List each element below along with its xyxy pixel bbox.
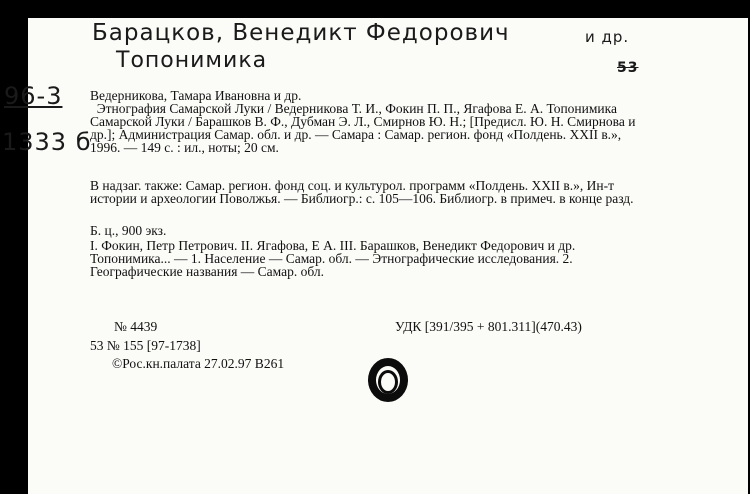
copyright-line: ©Рос.кн.палата 27.02.97 В261 <box>112 356 285 371</box>
record-number: № 4439 <box>114 319 158 334</box>
udk-code: УДК [391/395 + 801.311](470.43) <box>395 319 582 334</box>
entry-description: Этнография Самарской Луки / Ведерникова Т. И., Фокин П. П., Ягафова Е. А. Топонимика Самарской Луки / Барашков В. Ф., Дубман Э. Л., Смирнов Ю. Н.; [Предисл. Ю. Н. Смирнова и др.]; Администрация Самар. обл. и др. — Самара : Самар. регион. фонд «Полдень. XXII в.», 1996. — 149 с. : ил., ноты; 20 см. <box>90 100 636 155</box>
entry-tracings: I. Фокин, Петр Петрович. II. Ягафова, Е А. III. Барашков, Венедикт Федорович и др. Топонимика... — 1. Население — Самар. обл. — Этнографические исследования. 2. Географические названия — Самар. обл. <box>90 238 576 279</box>
stamp-inner-mark <box>378 370 398 394</box>
entry-heading: Ведерникова, Тамара Ивановна и др. <box>90 88 302 103</box>
handwritten-author: Барацков, Венедикт Федорович <box>92 20 510 46</box>
handwritten-ref-number: 53 <box>617 60 639 76</box>
entry-body <box>90 90 650 155</box>
entry-notes: В надзаг. также: Самар. регион. фонд соц. и культурол. программ «Полдень. XXII в.», Ин-т истории и археологии Поволжья. — Библиогр.: с. 105—106. Библиогр. в примеч. в конце разд. <box>90 178 634 206</box>
handwritten-corner-note: и др. <box>585 28 630 46</box>
registry-codes: 53 № 155 [97-1738] <box>90 338 201 353</box>
handwritten-call-number-2: 1333 б <box>2 128 92 156</box>
handwritten-call-number-1: 96-3 <box>4 82 63 110</box>
handwritten-topic: Топонимика <box>116 48 268 73</box>
entry-price: Б. ц., 900 экз. <box>90 223 167 238</box>
